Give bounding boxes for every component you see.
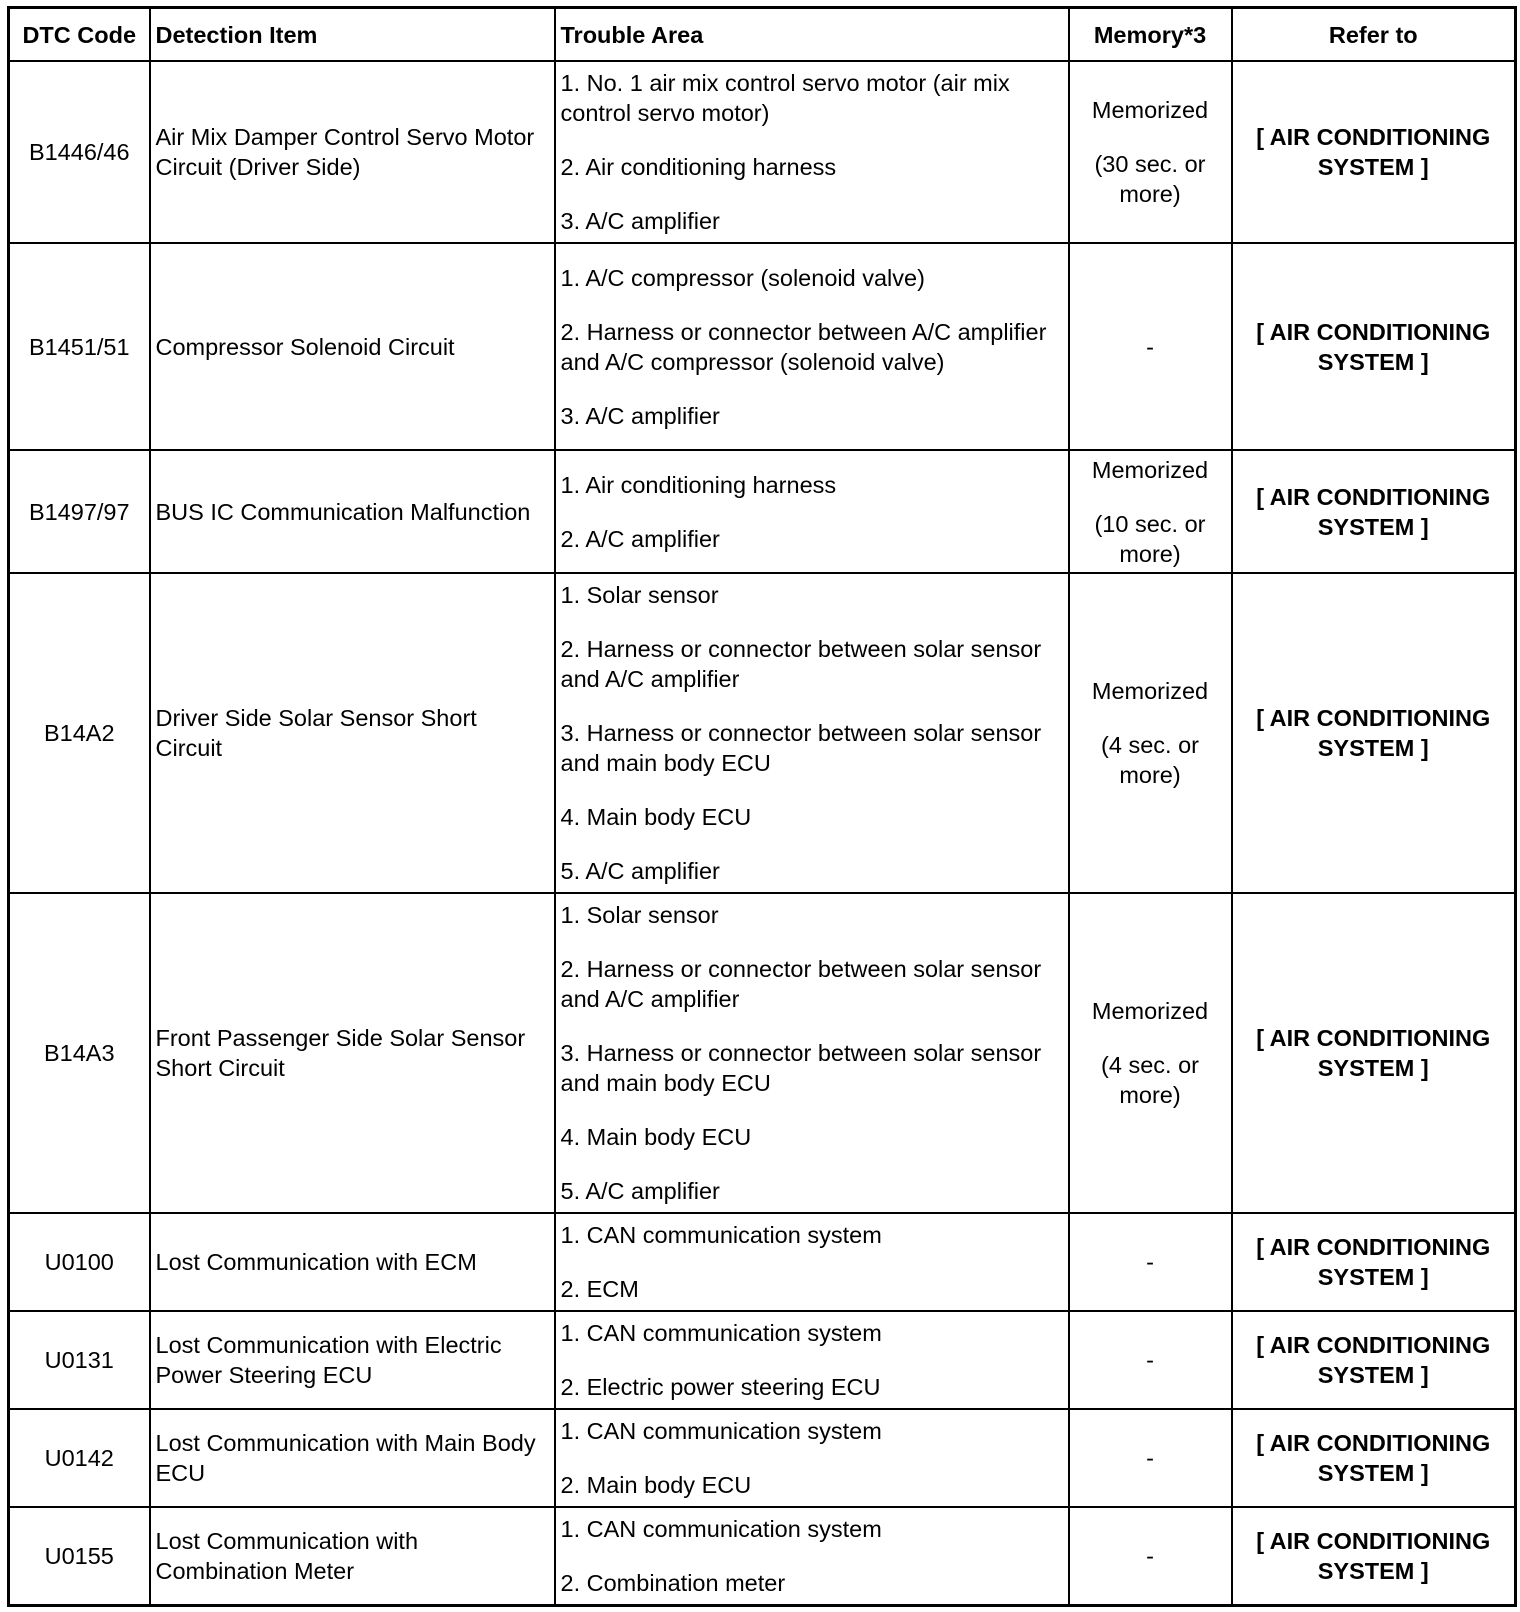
memory-line: Memorized — [1091, 678, 1209, 704]
detection-item-cell: BUS IC Communication Malfunction — [150, 450, 555, 573]
memory-cell — [1069, 1409, 1232, 1507]
refer-to-cell: [ AIR CONDITIONING SYSTEM ] — [1232, 1311, 1516, 1409]
table-row — [9, 1311, 1516, 1409]
refer-to-cell: [ AIR CONDITIONING SYSTEM ] — [1232, 893, 1516, 1213]
trouble-area-line: 2. Harness or connector between solar sensor and A/C amplifier — [560, 956, 1042, 1012]
dtc-code-cell: U0155 — [9, 1507, 150, 1606]
trouble-area-line: 2. Harness or connector between solar sensor and A/C amplifier — [560, 636, 1042, 692]
trouble-area-line: 5. A/C amplifier — [560, 858, 720, 884]
trouble-area-cell — [555, 61, 1069, 243]
table-row — [9, 893, 1516, 1213]
trouble-area-line: 2. Electric power steering ECU — [560, 1374, 881, 1400]
memory-cell — [1069, 1311, 1232, 1409]
trouble-area-line: 3. Harness or connector between solar sensor and main body ECU — [560, 720, 1042, 776]
trouble-area-line: 3. A/C amplifier — [560, 208, 720, 234]
detection-item-cell: Air Mix Damper Control Servo Motor Circuit (Driver Side) — [150, 61, 555, 243]
table-body — [9, 61, 1516, 1606]
trouble-area-cell — [555, 1213, 1069, 1311]
trouble-area-cell — [555, 1409, 1069, 1507]
table-row — [9, 450, 1516, 573]
dtc-code-cell: U0131 — [9, 1311, 150, 1409]
trouble-area-line: 2. Air conditioning harness — [560, 154, 837, 180]
memory-cell — [1069, 573, 1232, 893]
trouble-area-line: 1. CAN communication system — [560, 1320, 882, 1346]
memory-line: - — [1146, 333, 1154, 360]
header-detection-item: Detection Item — [150, 8, 555, 62]
refer-to-cell: [ AIR CONDITIONING SYSTEM ] — [1232, 1409, 1516, 1507]
trouble-area-line: 1. Air conditioning harness — [560, 471, 837, 498]
dtc-table — [7, 6, 1517, 1607]
trouble-area-line: 4. Main body ECU — [560, 1124, 752, 1150]
memory-line: Memorized — [1091, 456, 1209, 483]
detection-item-cell: Front Passenger Side Solar Sensor Short Circuit — [150, 893, 555, 1213]
header-trouble-area: Trouble Area — [555, 8, 1069, 62]
header-row — [9, 8, 1516, 62]
table-row — [9, 573, 1516, 893]
trouble-area-line: 2. Main body ECU — [560, 1472, 752, 1498]
memory-cell — [1069, 1507, 1232, 1606]
memory-cell — [1069, 450, 1232, 573]
trouble-area-line: 1. CAN communication system — [560, 1222, 882, 1248]
trouble-area-line: 2. ECM — [560, 1276, 639, 1302]
dtc-code-cell: B14A2 — [9, 573, 150, 893]
memory-line: (30 sec. or more) — [1094, 151, 1206, 207]
memory-line: (10 sec. or more) — [1094, 510, 1206, 567]
memory-line: (4 sec. or more) — [1101, 732, 1199, 788]
trouble-area-line: 2. A/C amplifier — [560, 525, 720, 552]
trouble-area-cell — [555, 573, 1069, 893]
dtc-code-cell: B1497/97 — [9, 450, 150, 573]
dtc-code-cell: U0142 — [9, 1409, 150, 1507]
trouble-area-line: 1. CAN communication system — [560, 1418, 882, 1444]
trouble-area-cell — [555, 243, 1069, 450]
refer-to-cell: [ AIR CONDITIONING SYSTEM ] — [1232, 450, 1516, 573]
dtc-code-cell: B1451/51 — [9, 243, 150, 450]
refer-to-cell: [ AIR CONDITIONING SYSTEM ] — [1232, 243, 1516, 450]
table-row — [9, 1213, 1516, 1311]
memory-line: Memorized — [1091, 998, 1209, 1024]
trouble-area-line: 2. Combination meter — [560, 1570, 786, 1596]
trouble-area-line: 4. Main body ECU — [560, 804, 752, 830]
trouble-area-line: 1. CAN communication system — [560, 1516, 882, 1542]
trouble-area-cell — [555, 893, 1069, 1213]
trouble-area-line: 1. No. 1 air mix control servo motor (air mix control servo motor) — [560, 70, 1010, 126]
refer-to-cell: [ AIR CONDITIONING SYSTEM ] — [1232, 1213, 1516, 1311]
refer-to-cell: [ AIR CONDITIONING SYSTEM ] — [1232, 1507, 1516, 1606]
table-row — [9, 243, 1516, 450]
memory-cell — [1069, 893, 1232, 1213]
memory-line: - — [1146, 1445, 1154, 1471]
trouble-area-line: 1. Solar sensor — [560, 582, 719, 608]
detection-item-cell: Driver Side Solar Sensor Short Circuit — [150, 573, 555, 893]
detection-item-cell: Lost Communication with ECM — [150, 1213, 555, 1311]
trouble-area-cell — [555, 450, 1069, 573]
table-row — [9, 1507, 1516, 1606]
memory-cell — [1069, 1213, 1232, 1311]
detection-item-cell: Lost Communication with Electric Power Steering ECU — [150, 1311, 555, 1409]
memory-line: Memorized — [1091, 97, 1209, 123]
memory-cell — [1069, 61, 1232, 243]
header-refer-to: Refer to — [1232, 8, 1516, 62]
table-row — [9, 61, 1516, 243]
detection-item-cell: Compressor Solenoid Circuit — [150, 243, 555, 450]
refer-to-cell: [ AIR CONDITIONING SYSTEM ] — [1232, 61, 1516, 243]
dtc-code-cell: U0100 — [9, 1213, 150, 1311]
memory-line: (4 sec. or more) — [1101, 1052, 1199, 1108]
memory-line: - — [1146, 1347, 1154, 1373]
trouble-area-line: 1. Solar sensor — [560, 902, 719, 928]
header-memory: Memory*3 — [1069, 8, 1232, 62]
dtc-code-cell: B1446/46 — [9, 61, 150, 243]
trouble-area-line: 3. A/C amplifier — [560, 402, 720, 429]
trouble-area-line: 5. A/C amplifier — [560, 1178, 720, 1204]
trouble-area-line: 3. Harness or connector between solar sensor and main body ECU — [560, 1040, 1042, 1096]
dtc-code-cell: B14A3 — [9, 893, 150, 1213]
header-dtc-code: DTC Code — [9, 8, 150, 62]
table-row — [9, 1409, 1516, 1507]
trouble-area-line: 2. Harness or connector between A/C amplifier and A/C compressor (solenoid valve) — [560, 318, 1047, 375]
detection-item-cell: Lost Communication with Main Body ECU — [150, 1409, 555, 1507]
trouble-area-cell — [555, 1507, 1069, 1606]
memory-cell — [1069, 243, 1232, 450]
trouble-area-cell — [555, 1311, 1069, 1409]
memory-line: - — [1146, 1543, 1154, 1569]
refer-to-cell: [ AIR CONDITIONING SYSTEM ] — [1232, 573, 1516, 893]
trouble-area-line: 1. A/C compressor (solenoid valve) — [560, 264, 925, 291]
memory-line: - — [1146, 1249, 1154, 1275]
detection-item-cell: Lost Communication with Combination Meter — [150, 1507, 555, 1606]
